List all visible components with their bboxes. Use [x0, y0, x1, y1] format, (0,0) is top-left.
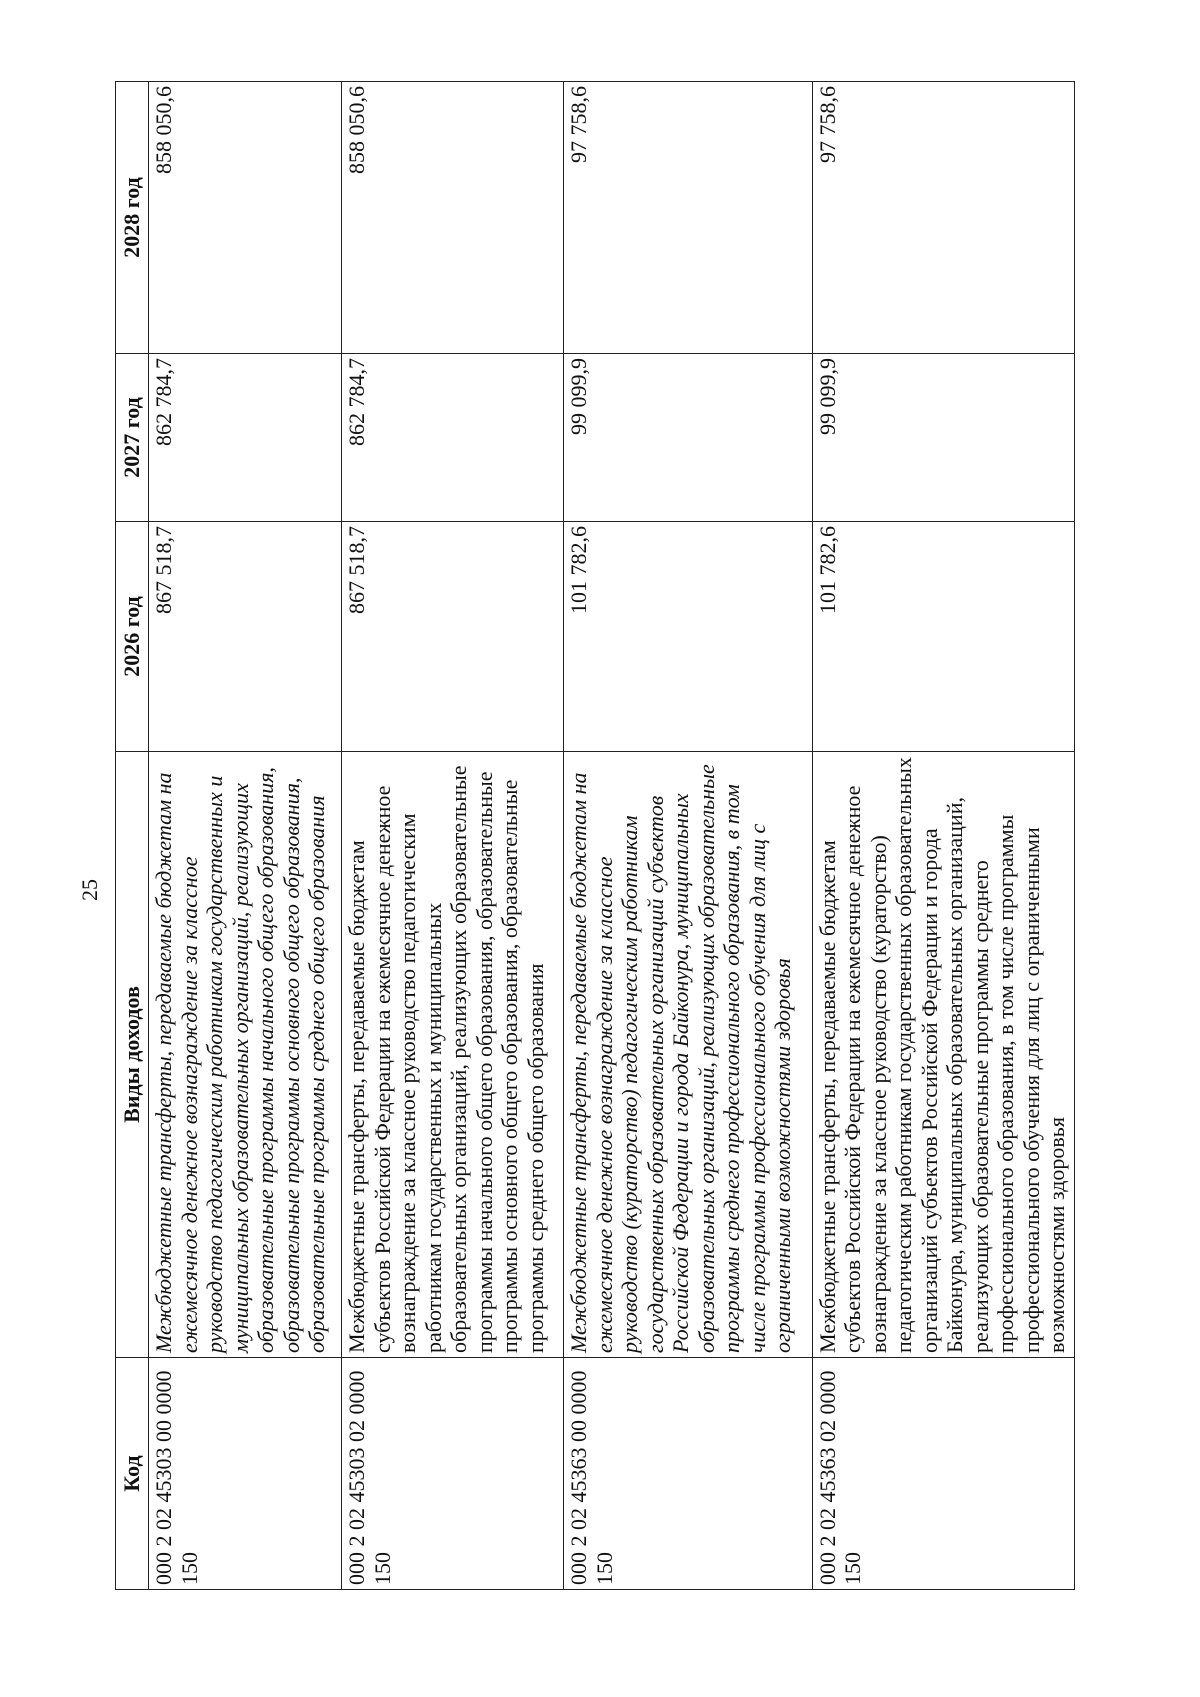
row-value-2028: 858 050,6 [149, 82, 342, 354]
header-code: Код [116, 1358, 149, 1590]
row-name: Межбюджетные трансферты, передаваемые бюджетам субъектов Российской Федерации на ежемесячное денежное вознаграждение за классное руководство педагогическим работникам государственных и муниципальных образовательных организаций, реализующих образовательные программы начального общего образования, образовательные программы основного общего образования, образовательные программы среднего общего образования [342, 752, 564, 1358]
row-code: 000 2 02 45363 00 0000 150 [564, 1358, 812, 1590]
row-value-2028: 97 758,6 [812, 82, 1074, 354]
row-value-2028: 97 758,6 [564, 82, 812, 354]
revenue-table [115, 81, 1075, 1590]
table-header-row [116, 82, 149, 1590]
table-row [342, 82, 564, 1590]
header-2027: 2027 год [116, 354, 149, 522]
row-value-2028: 858 050,6 [342, 82, 564, 354]
header-2028: 2028 год [116, 82, 149, 354]
row-value-2027: 99 099,9 [812, 354, 1074, 522]
row-value-2027: 862 784,7 [149, 354, 342, 522]
row-name: Межбюджетные трансферты, передаваемые бюджетам субъектов Российской Федерации на ежемесячное денежное вознаграждение за классное руководство (кураторство) педагогическим работникам государственных образовательных организаций субъектов Российской Федерации и города Байконура, муниципальных образовательных организаций, реализующих образовательные программы среднего профессионального образования, в том числе программы профессионального обучения для лиц с ограниченными возможностями здоровья [812, 752, 1074, 1358]
row-name: Межбюджетные трансферты, передаваемые бюджетам на ежемесячное денежное вознаграждение за классное руководство педагогическим работникам государственных и муниципальных образовательных организаций, реализующих образовательные программы начального общего образования, образовательные программы основного общего образования, образовательные программы среднего общего образования [149, 752, 342, 1358]
row-code: 000 2 02 45363 02 0000 150 [812, 1358, 1074, 1590]
revenue-table-rotated [115, 82, 1075, 1590]
table-row [564, 82, 812, 1590]
table-row [149, 82, 342, 1590]
row-value-2026: 867 518,7 [342, 522, 564, 752]
row-value-2026: 101 782,6 [812, 522, 1074, 752]
row-code: 000 2 02 45303 02 0000 150 [342, 1358, 564, 1590]
row-name: Межбюджетные трансферты, передаваемые бюджетам на ежемесячное денежное вознаграждение за классное руководство (кураторство) педагогическим работникам государственных образовательных организаций субъектов Российской Федерации и города Байконура, муниципальных образовательных организаций, реализующих образовательные программы среднего профессионального образования, в том числе программы профессионального обучения для лиц с ограниченными возможностями здоровья [564, 752, 812, 1358]
header-name: Виды доходов [116, 752, 149, 1358]
row-value-2027: 99 099,9 [564, 354, 812, 522]
row-code: 000 2 02 45303 00 0000 150 [149, 1358, 342, 1590]
header-2026: 2026 год [116, 522, 149, 752]
table-row [812, 82, 1074, 1590]
page-number: 25 [77, 879, 102, 901]
row-value-2026: 867 518,7 [149, 522, 342, 752]
row-value-2026: 101 782,6 [564, 522, 812, 752]
row-value-2027: 862 784,7 [342, 354, 564, 522]
